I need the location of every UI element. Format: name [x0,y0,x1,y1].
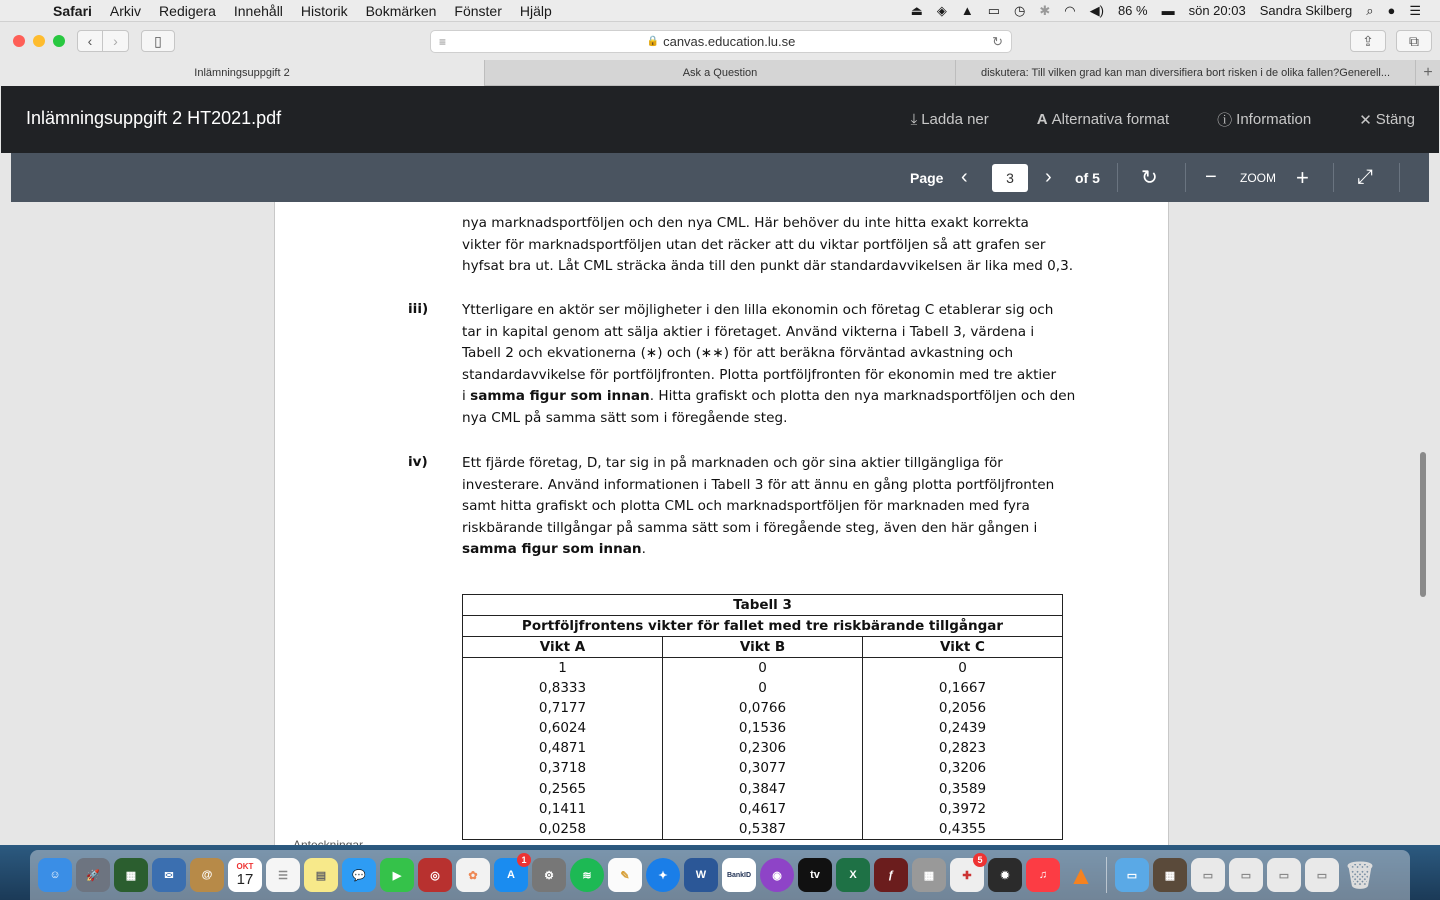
text-line: investerare. Använd informationen i Tabell 3 för att ännu en gång plotta portföljfronten [462,476,1055,493]
text-line: samt hitta grafiskt och plotta CML och marknadsportföljen för marknaden med fyra [462,498,1030,515]
table-cell: 0,3972 [938,800,987,817]
battery-icon[interactable]: ▬ [1161,3,1175,18]
app-store-icon[interactable]: A 1 [494,858,528,892]
column-vikt-c [862,658,1062,839]
launchpad-icon[interactable]: 🚀 [76,858,110,892]
column-header: Vikt A [539,639,586,655]
spotify-icon[interactable]: ≋ [570,858,604,892]
compass-icon[interactable]: ◈ [936,2,947,18]
url-text: canvas.education.lu.se [663,34,796,49]
wifi-icon[interactable]: ◠ [1064,2,1076,18]
zoom-window-button[interactable] [53,35,65,47]
table-cell: 0,3718 [538,760,587,777]
tab-label: Inlämningsuppgift 2 [194,67,290,79]
table-cell: 0,4355 [938,820,987,837]
downloads-stack-icon[interactable]: ▦ [1153,858,1187,892]
menu-fonster[interactable]: Fönster [454,2,502,19]
table-header-row [463,637,1062,658]
pages-icon[interactable]: ✎ [608,858,642,892]
table-cell: 0,6024 [538,720,587,737]
photo-booth-icon[interactable]: ◎ [418,858,452,892]
text-fragment: i [462,388,471,405]
close-window-button[interactable] [13,35,25,47]
document-stack-icon[interactable]: ▭ [1191,858,1225,892]
bold-text: samma figur som innan [470,388,650,405]
info-icon: ⓘ [1217,112,1233,129]
new-tab-button[interactable]: + [1423,64,1433,81]
tab-bar [0,60,1440,86]
reminders-icon[interactable]: ☰ [266,858,300,892]
tab-overview-button[interactable] [1396,30,1432,52]
column-vikt-a [463,658,662,839]
lock-icon: 🔒 [646,36,660,47]
flash-icon[interactable]: ƒ [874,858,908,892]
table-cell: 0,3847 [738,780,787,797]
menu-innehall[interactable]: Innehåll [233,2,283,19]
notification-badge: 5 [973,853,987,867]
bold-text: samma figur som innan [462,541,642,558]
vlc-status-icon[interactable]: ▲ [960,3,974,18]
zoom-out-icon[interactable]: − [1205,166,1217,188]
back-button[interactable] [77,30,103,52]
notes-icon[interactable]: ▤ [304,858,338,892]
bankid-icon[interactable] [722,858,756,892]
fullscreen-icon[interactable]: ⤢ [1357,166,1373,188]
table-body [463,658,1062,839]
download-label: Ladda ner [921,111,989,128]
time-machine-icon[interactable]: ◷ [1014,2,1026,18]
table-cell: 0,2439 [938,720,987,737]
page-count: of 5 [1075,169,1100,186]
table-cell: 0 [958,660,967,676]
table-cell: 0,4617 [738,800,787,817]
table-cell: 0,3206 [938,760,987,777]
menu-redigera[interactable]: Redigera [159,2,216,19]
menu-safari[interactable]: Safari [53,2,92,19]
calendar-month: OKT [236,862,254,871]
airplay-icon[interactable]: ⏏ [910,2,923,18]
bankid-label: BankID [726,871,752,879]
apple-tv-icon[interactable]: tv [798,858,832,892]
tab-diskutera[interactable] [956,60,1416,86]
podcasts-icon[interactable]: ◉ [760,858,794,892]
item-iv-paragraph [462,453,1054,561]
pdf-controls-bar [11,153,1429,202]
share-button[interactable] [1350,30,1386,52]
bluetooth-icon[interactable]: ✱ [1039,2,1051,18]
alternative-formats-icon: A [1036,111,1048,128]
zoom-in-icon[interactable]: + [1296,164,1309,190]
information-label: Information [1236,111,1312,128]
calendar-icon[interactable] [228,858,262,892]
calendar-day: 17 [236,871,254,888]
alternative-formats-button[interactable] [1037,109,1169,130]
table-cell: 0,5387 [738,820,787,837]
pdf-page [274,202,1169,845]
siri-icon[interactable]: ● [1387,3,1396,18]
document-stack-icon[interactable]: ▭ [1267,858,1301,892]
spotlight-search-icon[interactable]: ⌕ [1366,2,1374,18]
sidebar-button[interactable] [141,30,175,52]
clock[interactable]: sön 20:03 [1188,3,1246,18]
table-cell: 0,1411 [538,800,587,817]
tab-label: Ask a Question [682,67,758,79]
table-cell: 0,3589 [938,780,987,797]
tab-inlamningsuppgift[interactable] [0,60,485,86]
document-stack-icon[interactable]: ▭ [1305,858,1339,892]
table-cell: 0 [758,680,767,697]
safari-icon[interactable]: ✦ [646,858,680,892]
text-line: Ytterligare en aktör ser möjligheter i den lilla ekonomin och företag C etablerar sig och [462,302,1054,318]
next-page-icon[interactable]: › [1045,166,1052,188]
dock-divider [1106,857,1107,893]
history-nav [77,30,129,52]
text-line [462,386,1075,408]
page-number-value[interactable]: 3 [992,164,1028,192]
messages-icon[interactable]: 💬 [342,858,376,892]
preview-icon[interactable]: ✉ [152,858,186,892]
finder-icon[interactable]: ☺ [38,858,72,892]
text-line: Ett fjärde företag, D, tar sig in på marknaden och gör sina aktier tillgängliga för [462,455,1003,471]
divider [1185,163,1186,192]
table-subtitle: Portföljfrontens vikter för fallet med tre riskbärande tillgångar [463,616,1062,637]
column-header: Vikt C [862,637,1062,657]
tab-ask-question[interactable] [485,60,956,86]
table-cell: 0,2306 [738,740,787,757]
chevron-left-icon: ‹ [87,33,93,49]
music-icon[interactable]: ♫ [1026,858,1060,892]
user-name[interactable]: Sandra Skilberg [1259,3,1353,18]
system-preferences-icon[interactable]: ⚙ [532,858,566,892]
text-line: nya marknadsportföljen och den nya CML. Här behöver du inte hitta exakt korrekta [462,215,1029,231]
address-bar[interactable] [430,30,1012,53]
chevron-right-icon: › [113,33,118,49]
menu-arkiv[interactable]: Arkiv [109,2,142,19]
text-line: tar in kapital genom att sälja aktier i företaget. Använd vikterna i Tabell 3, värdena i [462,323,1035,340]
table-cell: 0,3077 [738,760,787,777]
text-line [462,539,1054,561]
close-viewer-button[interactable] [1359,109,1415,130]
excel-icon[interactable]: X [836,858,870,892]
item-marker-iii: iii) [408,301,429,317]
menu-historik[interactable]: Historik [300,2,348,19]
close-label: Stäng [1375,111,1415,128]
photos-icon[interactable]: ✿ [456,858,490,892]
table-cell: 0,2823 [938,740,987,757]
text-line: riskbärande tillgångar på samma sätt som i föregående steg, även den här gången i [462,519,1038,536]
column-vikt-b [662,658,862,839]
table-cell: 0,1536 [738,720,787,737]
calculator-icon[interactable]: ▦ [912,858,946,892]
rotate-icon[interactable]: ↻ [1141,167,1158,189]
zoom-label: ZOOM [1240,170,1276,185]
item-iii-paragraph [462,300,1075,430]
text-fragment: . [641,541,646,558]
table-cell: 0,4871 [538,740,587,757]
trash-icon[interactable]: 🗑 [1343,859,1377,890]
text-line: hyfsat bra ut. Låt CML sträcka ända till den punkt där standardavvikelsen är lika med 0,3. [462,258,1074,275]
text-line: Tabell 2 och ekvationerna (∗) och (∗∗) för att beräkna förväntad avkastning och [462,345,1014,362]
item-marker-iv: iv) [408,454,428,470]
download-icon: ⤓ [910,111,918,128]
intro-paragraph [462,213,1073,278]
microsoft-office-icon[interactable]: ✚ 5 [950,858,984,892]
forward-button[interactable] [103,30,129,52]
download-button[interactable] [911,109,989,130]
notification-badge: 1 [517,853,531,867]
text-line: nya CML på samma sätt som i föregående steg. [462,409,788,426]
menu-bar [0,0,1440,22]
contacts-icon[interactable]: @ [190,858,224,892]
table-cell: 0 [758,660,767,676]
text-line: standardavvikelse för portföljfronten. Plotta portföljfronten för ekonomin med tre aktier [462,366,1057,383]
minimize-window-button[interactable] [33,35,45,47]
information-button[interactable] [1217,109,1311,130]
divider [1333,163,1334,192]
divider [1399,163,1400,192]
notification-center-icon[interactable]: ☰ [1409,2,1421,18]
scrollbar-thumb[interactable] [1420,452,1426,597]
document-viewport[interactable] [11,202,1429,845]
window-controls [0,35,65,47]
table-cell: 0,2056 [938,700,987,717]
document-stack-icon[interactable]: ▭ [1229,858,1263,892]
previous-page-icon[interactable]: ‹ [961,166,968,188]
tab-label: diskutera: Till vilken grad kan man diversifiera bort risken i de olika fallen?Generell... [980,67,1391,79]
share-icon: ⇪ [1362,32,1374,49]
text-line: vikter för marknadsportföljen utan det räcker att du viktar portföljen så att grafen ser [462,236,1046,253]
menu-bokmarken[interactable]: Bokmärken [365,2,437,19]
page-label: Page [910,169,944,186]
table-cell: 0,1667 [938,680,987,697]
column-header: Vikt B [662,637,862,657]
volume-icon[interactable]: ◀) [1089,2,1104,18]
table-cell: 0,2565 [538,780,587,797]
safari-toolbar [0,22,1440,60]
folder-icon[interactable]: ▭ [1115,858,1149,892]
page-number-field[interactable] [992,153,1028,202]
gpg-keychain-icon[interactable]: ✹ [988,858,1022,892]
table-cell: 0,0258 [538,820,587,837]
battery-percent[interactable]: 86 % [1117,3,1148,18]
reader-view-icon[interactable]: ≡ [439,34,447,49]
reload-icon[interactable]: ↻ [992,33,1003,49]
vlc-icon[interactable]: ▲ [1068,859,1094,890]
weights-table [462,594,1063,840]
divider [1117,163,1118,192]
facetime-icon[interactable]: ▶ [380,858,414,892]
table-cell: 0,8333 [538,680,587,697]
sidebar-icon: ▯ [154,32,162,49]
close-icon: ✕ [1359,111,1372,129]
table-cell: 0,7177 [538,700,587,717]
text-fragment: . Hitta grafiskt och plotta den nya marknadsportföljen och den [649,388,1076,405]
table-cell: 1 [558,660,567,676]
activity-monitor-icon[interactable]: ▦ [114,858,148,892]
screen-mirroring-icon[interactable]: ▭ [987,2,1001,18]
dock [30,850,1410,900]
document-title: Inlämningsuppgift 2 HT2021.pdf [26,108,282,128]
word-icon[interactable]: W [684,858,718,892]
alternative-formats-label: Alternativa format [1051,111,1170,128]
tabs-icon: ⧉ [1409,32,1419,49]
table-title: Tabell 3 [463,595,1062,616]
menu-hjalp[interactable]: Hjälp [519,2,552,19]
pdf-viewer-header [1,86,1439,153]
table-cell: 0,0766 [738,700,787,717]
